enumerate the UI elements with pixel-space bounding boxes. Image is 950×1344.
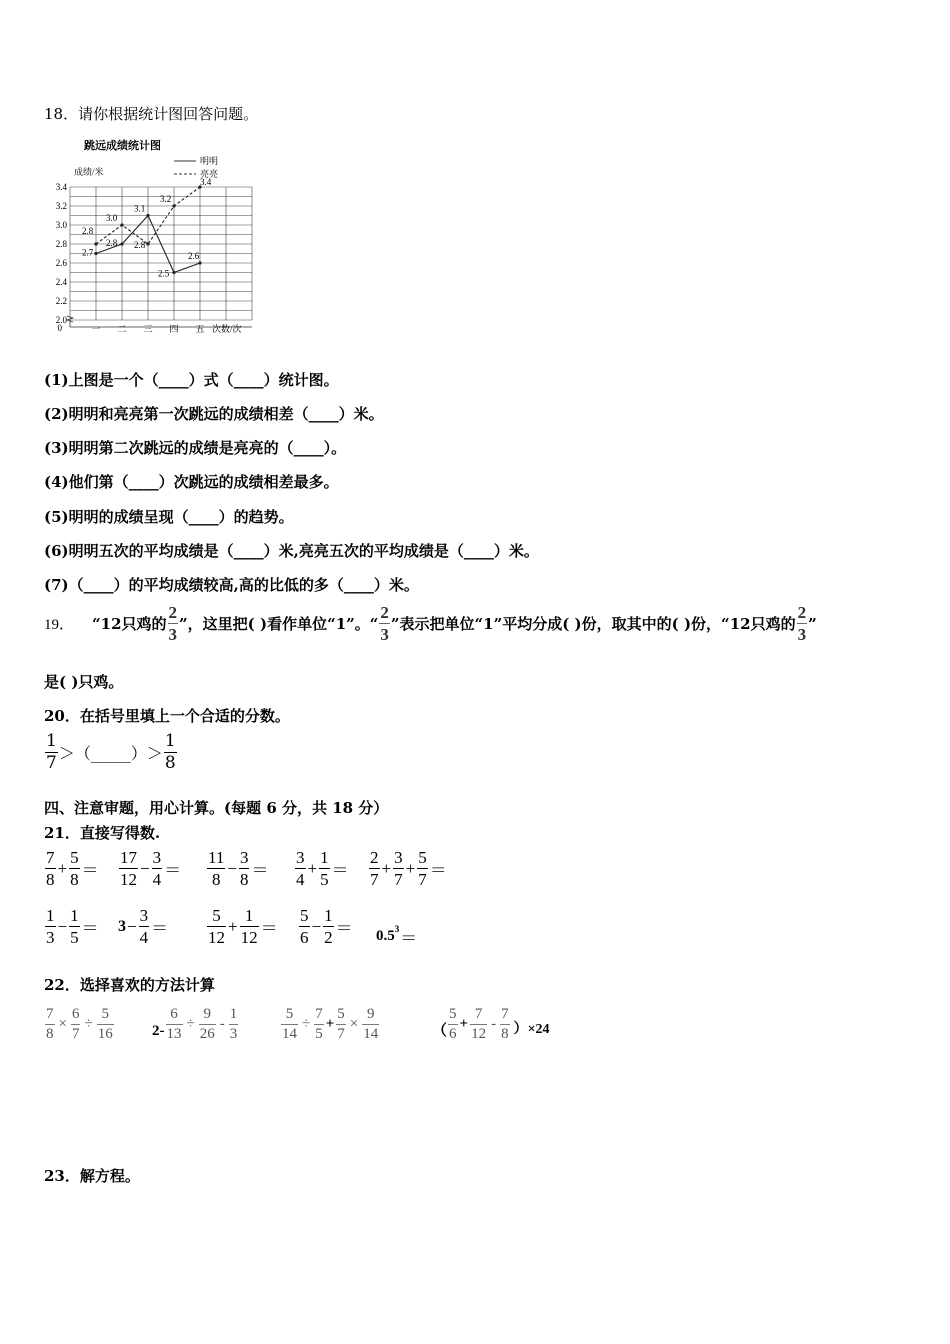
data-point <box>146 242 149 245</box>
q19-fraction-2 <box>379 604 390 643</box>
close-paren-times: ）×24 <box>513 1022 550 1037</box>
q18-sub-5: (5)明明的成绩呈现（____）的趋势。 <box>44 508 294 526</box>
q18-sub-2: (2)明明和亮亮第一次跳远的成绩相差（____）米。 <box>44 405 384 423</box>
fraction: 5 7 <box>337 1006 345 1042</box>
divide-sign: ÷ <box>84 1016 93 1032</box>
q18-sub-3: (3)明明第二次跳远的成绩是亮亮的（____）。 <box>44 439 347 457</box>
equals-sign: ＝ <box>335 919 353 938</box>
minus-sign: − <box>57 916 68 936</box>
fraction: 1 3 <box>46 906 55 947</box>
origin-label: 0 <box>57 323 62 333</box>
q19-part4: ” <box>808 614 817 633</box>
q18-sub-6: (6)明明五次的平均成绩是（____）米,亮亮五次的平均成绩是（____）米。 <box>44 542 539 560</box>
axis-break-mark <box>67 316 73 322</box>
fraction: 9 14 <box>363 1006 379 1042</box>
q21-expr-1 <box>44 849 100 888</box>
fraction: 3 7 <box>394 848 403 889</box>
times-sign: × <box>58 1016 67 1032</box>
equals-sign: ＝ <box>400 929 418 948</box>
data-label: 2.5 <box>158 268 170 279</box>
data-point <box>146 214 149 217</box>
q19-frac1-num: 2 <box>168 603 178 622</box>
q23-title: 23．解方程。 <box>44 1167 140 1185</box>
data-point <box>120 242 123 245</box>
data-point <box>172 271 175 274</box>
fraction: 7 8 <box>46 848 55 889</box>
legend-label-2: 亮亮 <box>200 169 219 179</box>
q20-left-den: 7 <box>46 753 57 773</box>
q20-title: 20．在括号里填上一个合适的分数。 <box>44 707 290 725</box>
data-label: 3.1 <box>134 203 146 214</box>
x-tick-label: 五 <box>195 324 205 334</box>
q21-expr-8 <box>206 907 279 946</box>
minus-sign: − <box>140 858 150 878</box>
q19-part2: ”，这里把( )看作单位“1”。“ <box>179 615 379 633</box>
fraction: 5 7 <box>418 848 427 889</box>
fraction: 3 4 <box>139 906 149 947</box>
q19-part3: ”表示把单位“1”平均分成( )份，取其中的( )份，“12只鸡的 <box>390 615 796 633</box>
q20-right-num: 1 <box>164 731 176 751</box>
q20-middle: ＞（_____）＞ <box>58 744 163 763</box>
y-tick-label: 2.2 <box>55 296 67 306</box>
fraction: 5 6 <box>300 906 309 947</box>
fraction: 7 12 <box>471 1006 487 1042</box>
plus-sign: + <box>307 858 318 878</box>
q22-title: 22．选择喜欢的方法计算 <box>44 976 215 994</box>
q19-number: 19． <box>44 617 75 633</box>
plus-sign: + <box>381 858 392 878</box>
fraction: 3 4 <box>296 848 305 889</box>
q18-sub-7: (7)（____）的平均成绩较高,高的比低的多（____）米。 <box>44 576 419 594</box>
chart-ylabel: 成绩/米 <box>74 167 104 177</box>
data-label: 3.0 <box>106 213 118 223</box>
q19-frac2-den: 3 <box>380 625 389 644</box>
fraction: 17 12 <box>120 848 137 889</box>
y-tick-label: 2.8 <box>55 239 67 249</box>
fraction: 7 8 <box>46 1006 54 1042</box>
q19-line1 <box>44 604 817 643</box>
data-label: 3.2 <box>160 194 172 204</box>
equals-sign: ＝ <box>81 919 99 938</box>
q21-expr-4 <box>294 849 350 888</box>
fraction: 11 8 <box>208 848 225 889</box>
open-paren: （ <box>432 1023 448 1039</box>
fraction: 9 26 <box>199 1006 215 1042</box>
y-tick-label: 2.6 <box>55 258 67 268</box>
q20-right-den: 8 <box>164 753 176 773</box>
q19-fraction-1 <box>168 604 179 643</box>
q18-title: 18．请你根据统计图回答问题。 <box>44 105 259 123</box>
y-tick-label: 3.4 <box>55 182 67 192</box>
fraction: 5 12 <box>208 906 225 947</box>
equals-sign: ＝ <box>260 919 278 938</box>
q22-calc-1 <box>44 1007 115 1042</box>
q18-sub-1: (1)上图是一个（____）式（____）统计图。 <box>44 371 339 389</box>
data-label: 3.4 <box>200 177 212 187</box>
y-tick-label: 3.2 <box>55 201 67 211</box>
section4-title: 四、注意审题，用心计算。(每题 6 分，共 18 分） <box>44 799 389 817</box>
plus-sign: + <box>57 858 68 878</box>
times-sign: × <box>349 1016 359 1032</box>
q19-part1: “12只鸡的 <box>92 615 167 633</box>
fraction: 2 7 <box>370 848 379 889</box>
q19-fraction-3 <box>797 604 808 643</box>
data-point <box>94 252 97 255</box>
fraction: 3 8 <box>239 848 249 889</box>
fraction: 5 16 <box>97 1006 113 1042</box>
q20-inequality <box>44 733 178 772</box>
minus-sign: - <box>219 1016 225 1032</box>
equals-sign: ＝ <box>251 861 269 880</box>
chart-title: 跳远成绩统计图 <box>84 140 161 152</box>
power-exponent: 3 <box>394 924 400 934</box>
equals-sign: ＝ <box>429 861 447 880</box>
power-base: 0.5 <box>376 928 395 944</box>
equals-sign: ＝ <box>151 919 169 938</box>
y-tick-label: 2.0 <box>55 315 67 325</box>
data-point <box>120 223 123 226</box>
x-tick-label: 二 <box>117 324 127 334</box>
data-label: 2.8 <box>134 240 146 250</box>
minus-sign: − <box>127 916 137 936</box>
equals-sign: ＝ <box>81 861 99 880</box>
q20-left-fraction <box>45 733 58 772</box>
q22-calc-2 <box>152 1007 239 1042</box>
fraction: 5 14 <box>282 1006 297 1042</box>
q20-left-num: 1 <box>46 731 57 751</box>
plus-sign: + <box>459 1016 469 1032</box>
data-label: 2.8 <box>106 238 118 248</box>
fraction: 6 13 <box>166 1006 182 1042</box>
fraction: 5 6 <box>449 1006 457 1042</box>
minus-sign: − <box>227 858 237 878</box>
x-tick-label: 四 <box>169 324 179 334</box>
q21-title: 21．直接写得数. <box>44 824 161 842</box>
q21-expr-7 <box>118 907 169 946</box>
y-tick-label: 3.0 <box>55 220 67 230</box>
line-chart-svg <box>44 135 264 345</box>
q21-expr-3 <box>206 849 269 888</box>
minus-sign: - <box>491 1016 497 1032</box>
x-tick-label: 三 <box>143 324 153 334</box>
data-point <box>172 204 175 207</box>
data-point <box>198 261 201 264</box>
q21-expr-6 <box>44 907 100 946</box>
data-label: 2.7 <box>82 247 94 258</box>
q22-calc-4 <box>432 1007 550 1042</box>
divide-sign: ÷ <box>302 1016 311 1032</box>
q21-expr-2 <box>118 849 182 888</box>
equals-sign: ＝ <box>331 861 349 880</box>
q19-frac2-num: 2 <box>380 603 389 622</box>
lead-number: 3 <box>118 917 126 935</box>
q19-frac1-den: 3 <box>168 625 178 644</box>
plus-sign: + <box>405 858 416 878</box>
lead-number: 2- <box>152 1023 165 1039</box>
minus-sign: − <box>311 916 322 936</box>
data-label: 2.8 <box>82 226 94 236</box>
equals-sign: ＝ <box>164 861 182 880</box>
data-label: 2.6 <box>188 251 200 261</box>
q22-calc-3 <box>280 1007 380 1042</box>
fraction: 7 5 <box>315 1006 323 1042</box>
q21-expr-10 <box>376 924 418 949</box>
q19-line2: 是( )只鸡。 <box>44 673 124 691</box>
fraction: 1 3 <box>229 1006 238 1042</box>
q21-expr-9 <box>298 907 354 946</box>
fraction: 3 4 <box>152 848 162 889</box>
fraction: 1 5 <box>320 848 329 889</box>
x-tick-label: 一 <box>91 324 101 334</box>
line-chart <box>44 135 264 345</box>
fraction: 1 2 <box>324 906 333 947</box>
fraction: 7 8 <box>501 1006 509 1042</box>
divide-sign: ÷ <box>186 1016 195 1032</box>
legend-label-1: 明明 <box>200 156 219 166</box>
fraction: 1 12 <box>240 906 258 947</box>
q19-frac3-den: 3 <box>797 625 807 644</box>
fraction: 6 7 <box>71 1006 80 1042</box>
fraction: 5 8 <box>70 848 79 889</box>
plus-sign: + <box>325 1016 335 1032</box>
q20-right-fraction <box>164 733 177 772</box>
data-point <box>94 242 97 245</box>
y-tick-label: 2.4 <box>55 277 67 287</box>
q21-expr-5 <box>368 849 448 888</box>
q19-frac3-num: 2 <box>797 603 807 622</box>
x-axis-label: 次数/次 <box>212 324 242 334</box>
fraction: 1 5 <box>70 906 79 947</box>
plus-sign: + <box>228 916 238 936</box>
q18-sub-4: (4)他们第（____）次跳远的成绩相差最多。 <box>44 473 339 491</box>
